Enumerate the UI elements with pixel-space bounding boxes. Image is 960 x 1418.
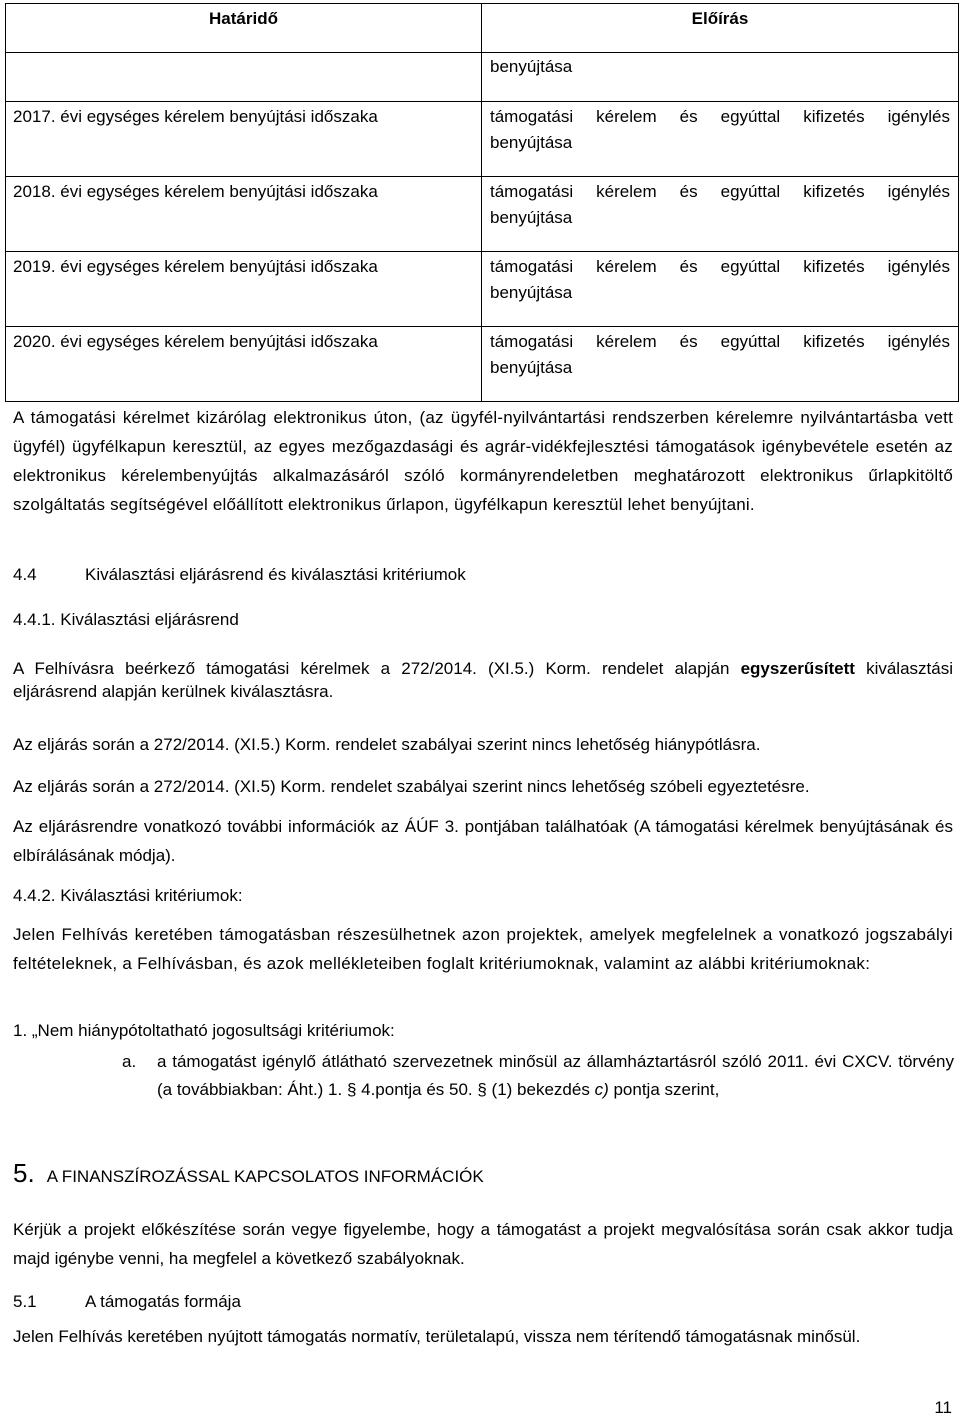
table-cell-deadline: 2018. évi egységes kérelem benyújtási időszaka — [6, 177, 482, 252]
paragraph-electronic-submission: A támogatási kérelmet kizárólag elektronikus úton, (az ügyfél-nyilvántartási rendszerben kérelemre nyilvántartásba vett ügyfél) ügyfélkapun keresztül, az egyes mezőgazdasági és agrár-vidékfejlesztési támogatások igénybevétele esetén az elektronikus kérelembenyújtás alkalmazásáról szóló kormányrendeletben meghatározott elektronikus űrlapkitöltő szolgáltatás segítségével előállított elektronikus űrlapon, ügyfélkapun keresztül lehet benyújtani. — [13, 408, 953, 514]
list-item-text-part: pontja szerint, — [613, 1080, 720, 1099]
table-cell-requirement: támogatási kérelem és egyúttal kifizetés igénylés benyújtása — [482, 177, 959, 252]
table-cell-requirement: támogatási kérelem és egyúttal kifizetés igénylés benyújtása — [482, 252, 959, 327]
list-item-a — [122, 1048, 954, 1104]
table-cell-requirement: támogatási kérelem és egyúttal kifizetés igénylés benyújtása — [482, 102, 959, 177]
deadline-table — [5, 3, 959, 402]
table-cell-deadline: 2020. évi egységes kérelem benyújtási időszaka — [6, 327, 482, 402]
paragraph-normativ: Jelen Felhívás keretében nyújtott támogatás normatív, területalapú, vissza nem térítendő támogatásnak minősül. — [13, 1327, 861, 1346]
table-cell-requirement: benyújtása — [482, 53, 959, 102]
heading-number: 4.4 — [13, 565, 37, 584]
table-cell-empty — [6, 53, 482, 102]
heading-4-4-1: 4.4.1. Kiválasztási eljárásrend — [13, 610, 239, 629]
table-header-requirement: Előírás — [482, 4, 959, 53]
paragraph-jelen-felhivas: Jelen Felhívás keretében támogatásban részesülhetnek azon projektek, amelyek megfelelnek a vonatkozó jogszabályi feltételeknek, a Felhívásban, és azok mellékleteiben foglalt kritériumoknak, valamint az alábbi kritériumoknak: — [13, 925, 953, 973]
section-number: 5. — [13, 1158, 35, 1188]
paragraph-text: kiválasztási eljárásrend alapján kerülnek kiválasztásra. — [13, 659, 953, 701]
list-item-text — [157, 1048, 954, 1104]
paragraph-felhivas — [13, 657, 953, 703]
table-cell-deadline: 2019. évi egységes kérelem benyújtási időszaka — [6, 252, 482, 327]
paragraph-kerjuk: Kérjük a projekt előkészítése során vegye figyelembe, hogy a támogatást a projekt megvalósítása során csak akkor tudja majd igénybe venni, ha megfelel a következő szabályoknak. — [13, 1220, 953, 1268]
emphasis-text: egyszerűsített — [740, 659, 855, 678]
heading-title: Kiválasztási eljárásrend és kiválasztási kritériumok — [85, 565, 466, 584]
heading-4-4 — [13, 560, 953, 589]
table-row — [6, 177, 959, 252]
heading-5-1 — [13, 1287, 953, 1316]
paragraph-tovabbi: Az eljárásrendre vonatkozó további információk az ÁÚF 3. pontjában találhatóak (A támogatási kérelmek benyújtásának és elbírálásának módja). — [13, 817, 953, 865]
table-row — [6, 252, 959, 327]
list-item-text-part: a támogatást igénylő átlátható szervezetnek minősül az államháztartásról szóló 2011. évi CXCV. törvény (a továbbiakban: Áht.) 1. § 4.pontja és 50. § (1) bekezdés — [157, 1052, 954, 1099]
table-header-deadline: Határidő — [6, 4, 482, 53]
heading-4-4-2: 4.4.2. Kiválasztási kritériumok: — [13, 886, 243, 905]
list-item-1: 1. „Nem hiánypótoltatható jogosultsági kritériumok: — [13, 1021, 395, 1040]
table-row — [6, 327, 959, 402]
table-cell-deadline: 2017. évi egységes kérelem benyújtási időszaka — [6, 102, 482, 177]
paragraph-hianypotlas: Az eljárás során a 272/2014. (XI.5.) Korm. rendelet szabályai szerint nincs lehetőség hiánypótlásra. — [13, 735, 761, 754]
paragraph-text: A Felhívásra beérkező támogatási kérelmek a 272/2014. (XI.5.) Korm. rendelet alapján — [13, 659, 730, 678]
section-5-heading — [13, 1158, 484, 1189]
table-row — [6, 102, 959, 177]
list-item-text-italic: c) — [594, 1080, 609, 1099]
heading-title: A támogatás formája — [85, 1292, 241, 1311]
heading-number: 5.1 — [13, 1292, 37, 1311]
list-item-label: a. — [122, 1052, 137, 1071]
section-title: A FINANSZÍROZÁSSAL KAPCSOLATOS INFORMÁCIÓK — [46, 1167, 484, 1186]
table-cell-requirement: támogatási kérelem és egyúttal kifizetés igénylés benyújtása — [482, 327, 959, 402]
paragraph-szobeli: Az eljárás során a 272/2014. (XI.5) Korm. rendelet szabályai szerint nincs lehetőség szóbeli egyeztetésre. — [13, 777, 810, 796]
page-number: 11 — [934, 1398, 952, 1417]
